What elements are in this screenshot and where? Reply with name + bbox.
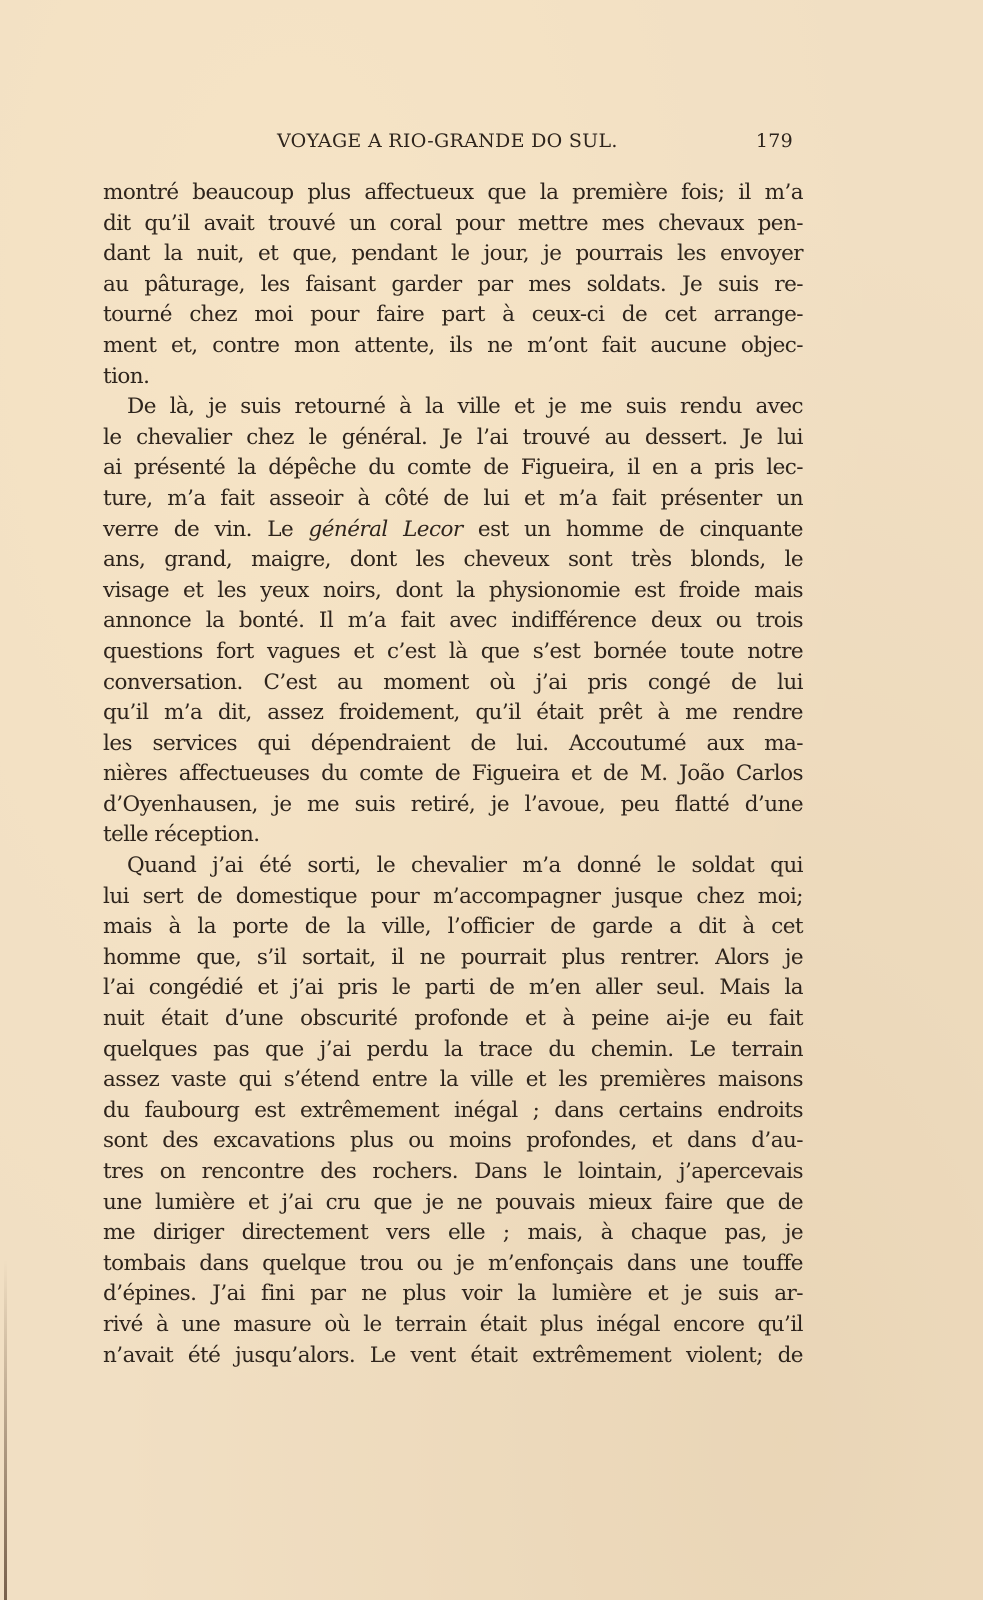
text-line: tion. bbox=[103, 363, 150, 389]
text-line: d’épines. J’ai fini par ne plus voir la lumière et je suis ar- bbox=[103, 1281, 803, 1307]
text-line: nières affectueuses du comte de Figueira et de M. João Carlos bbox=[103, 761, 803, 787]
page-edge-shadow bbox=[4, 1260, 7, 1600]
text-line: assez vaste qui s’étend entre la ville et les premières maisons bbox=[103, 1067, 803, 1093]
text-line: d’Oyenhausen, je me suis retiré, je l’avoue, peu flatté d’une bbox=[103, 791, 803, 817]
text-line: au pâturage, les faisant garder par mes soldats. Je suis re- bbox=[103, 271, 803, 297]
text-line: visage et les yeux noirs, dont la physionomie est froide mais bbox=[103, 577, 803, 603]
paragraph-first-line: Quand j’ai été sorti, le chevalier m’a donné le soldat qui bbox=[127, 853, 803, 879]
body-text bbox=[103, 178, 803, 1371]
paragraph-first-line: De là, je suis retourné à la ville et je me suis rendu avec bbox=[127, 394, 803, 420]
text-line: ans, grand, maigre, dont les cheveux sont très blonds, le bbox=[103, 547, 803, 573]
text-line: les services qui dépendraient de lui. Accoutumé aux ma- bbox=[103, 730, 803, 756]
text-segment: est un homme de cinquante bbox=[462, 516, 803, 542]
text-line: dit qu’il avait trouvé un coral pour mettre mes chevaux pen- bbox=[103, 210, 803, 236]
text-line: qu’il m’a dit, assez froidement, qu’il était prêt à me rendre bbox=[103, 700, 803, 726]
running-head bbox=[103, 122, 803, 162]
text-line: nuit était d’une obscurité profonde et à peine ai-je eu fait bbox=[103, 1006, 803, 1032]
text-line: ment et, contre mon attente, ils ne m’ont fait aucune objec- bbox=[103, 332, 803, 358]
text-line: montré beaucoup plus affectueux que la première fois; il m’a bbox=[103, 180, 803, 205]
text-line: l’ai congédié et j’ai pris le parti de m’en aller seul. Mais la bbox=[103, 975, 803, 1001]
text-line: questions fort vagues et c’est là que s’est bornée toute notre bbox=[103, 638, 803, 664]
text-line: conversation. C’est au moment où j’ai pris congé de lui bbox=[103, 669, 803, 695]
text-line: lui sert de domestique pour m’accompagner jusque chez moi; bbox=[103, 883, 803, 909]
text-line: sont des excavations plus ou moins profondes, et dans d’au- bbox=[103, 1128, 803, 1154]
text-line: ture, m’a fait asseoir à côté de lui et m’a fait présenter un bbox=[103, 485, 803, 511]
page-number: 179 bbox=[755, 130, 793, 152]
text-line: tourné chez moi pour faire part à ceux-ci de cet arrange- bbox=[103, 302, 803, 328]
text-line: dant la nuit, et que, pendant le jour, je pourrais les envoyer bbox=[103, 241, 803, 267]
text-line: mais à la porte de la ville, l’officier de garde a dit à cet bbox=[103, 914, 803, 940]
text-line: annonce la bonté. Il m’a fait avec indifférence deux ou trois bbox=[103, 608, 803, 634]
text-line: n’avait été jusqu’alors. Le vent était extrêmement violent; de bbox=[103, 1342, 803, 1368]
text-line: me diriger directement vers elle ; mais, à chaque pas, je bbox=[103, 1220, 803, 1246]
text-line-with-italic bbox=[103, 515, 803, 546]
text-line: ai présenté la dépêche du comte de Figueira, il en a pris lec- bbox=[103, 455, 803, 481]
book-page bbox=[103, 122, 803, 1371]
text-line: quelques pas que j’ai perdu la trace du chemin. Le terrain bbox=[103, 1036, 803, 1062]
text-line: rivé à une masure où le terrain était plus inégal encore qu’il bbox=[103, 1311, 803, 1337]
text-line: du faubourg est extrêmement inégal ; dans certains endroits bbox=[103, 1097, 803, 1123]
text-line: telle réception. bbox=[103, 822, 260, 848]
text-line: le chevalier chez le général. Je l’ai trouvé au dessert. Je lui bbox=[103, 424, 803, 450]
text-line: tres on rencontre des rochers. Dans le lointain, j’apercevais bbox=[103, 1159, 803, 1184]
text-segment: verre de vin. Le bbox=[103, 516, 309, 542]
text-line: une lumière et j’ai cru que je ne pouvais mieux faire que de bbox=[103, 1189, 803, 1215]
text-line: homme que, s’il sortait, il ne pourrait plus rentrer. Alors je bbox=[103, 944, 803, 970]
italic-name: général Lecor bbox=[308, 516, 463, 542]
running-title: VOYAGE A RIO-GRANDE DO SUL. bbox=[277, 130, 618, 152]
text-line: tombais dans quelque trou ou je m’enfonçais dans une touffe bbox=[103, 1250, 803, 1276]
